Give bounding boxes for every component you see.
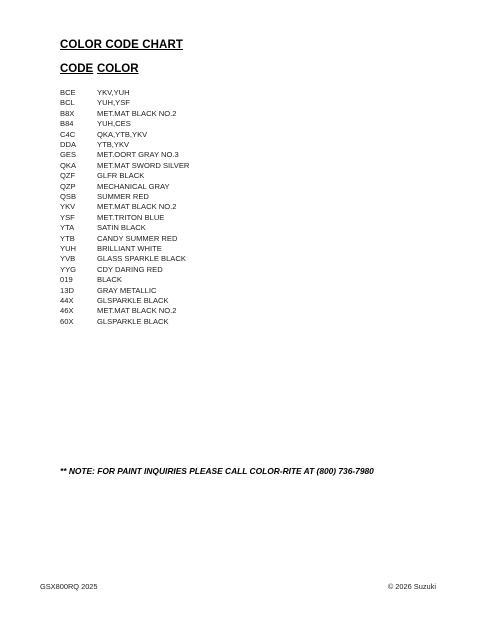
color-code-cell: QSB xyxy=(60,192,77,201)
color-code-cell: 60X xyxy=(60,316,74,326)
color-name-cell: CANDY SUMMER RED xyxy=(97,233,178,243)
color-name-cell: SATIN BLACK xyxy=(97,223,146,233)
color-name-cell: GLASS SPARKLE BLACK xyxy=(97,254,186,264)
color-code-cell: DDA xyxy=(60,140,77,149)
color-code-cell: B8X xyxy=(60,108,75,118)
color-name-cell: MET.MAT SWORD SILVER xyxy=(97,160,190,170)
color-code-cell: GES xyxy=(60,150,77,160)
color-code-cell: YSF xyxy=(60,212,75,222)
page-title: COLOR CODE CHART xyxy=(60,39,183,51)
color-code-cell: 019 xyxy=(60,275,73,285)
color-name-cell: MET.OORT GRAY NO.3 xyxy=(97,150,179,160)
color-name-cell: MET.MAT BLACK NO.2 xyxy=(97,108,177,118)
color-name-cell: BLACK xyxy=(97,275,122,285)
color-code-cell: YKV xyxy=(60,202,76,212)
color-name-cell: YKV,YUH xyxy=(97,88,130,97)
paint-inquiry-note: ** NOTE: FOR PAINT INQUIRIES PLEASE CALL COLOR-RITE AT (800) 736-7980 xyxy=(60,466,374,476)
color-code-cell: C4C xyxy=(60,129,76,139)
color-name-cell: MECHANICAL GRAY xyxy=(97,181,170,191)
color-code-cell: QZF xyxy=(60,171,76,181)
color-name-cell: QKA,YTB,YKV xyxy=(97,129,148,139)
color-code-cell: QZP xyxy=(60,181,76,191)
color-code-cell: B84 xyxy=(60,119,74,129)
color-name-cell: GRAY METALLIC xyxy=(97,285,157,295)
footer-copyright: © 2026 Suzuki xyxy=(387,582,436,591)
color-name-cell: MET.MAT BLACK NO.2 xyxy=(97,306,177,316)
column-header-color: COLOR xyxy=(97,63,139,75)
color-name-cell: MET.MAT BLACK NO.2 xyxy=(97,202,177,212)
color-code-cell: 13D xyxy=(60,285,74,295)
color-name-cell: CDY DARING RED xyxy=(97,264,163,274)
color-name-cell: BRILLIANT WHITE xyxy=(97,244,162,253)
footer-model-year: GSX800RQ 2025 xyxy=(40,582,98,591)
color-code-cell: 44X xyxy=(60,296,74,305)
color-name-cell: YTB,YKV xyxy=(97,140,130,149)
color-code-cell: BCL xyxy=(60,98,75,108)
color-code-cell: 46X xyxy=(60,306,74,316)
color-name-cell: GLSPARKLE BLACK xyxy=(97,316,169,326)
color-code-cell: YTA xyxy=(60,223,75,233)
color-name-cell: SUMMER RED xyxy=(97,192,149,201)
color-code-cell: YTB xyxy=(60,233,75,243)
color-name-cell: YUH,CES xyxy=(97,119,131,129)
color-code-cell: YVB xyxy=(60,254,76,264)
color-code-cell: BCE xyxy=(60,88,76,97)
color-code-cell: YYG xyxy=(60,264,77,274)
color-name-cell: GLSPARKLE BLACK xyxy=(97,296,169,305)
color-name-cell: YUH,YSF xyxy=(97,98,130,108)
color-name-cell: MET.TRITON BLUE xyxy=(97,212,165,222)
column-header-code: CODE xyxy=(60,63,94,75)
color-code-cell: YUH xyxy=(60,244,77,253)
color-name-cell: GLFR BLACK xyxy=(97,171,145,181)
color-code-cell: QKA xyxy=(60,160,77,170)
